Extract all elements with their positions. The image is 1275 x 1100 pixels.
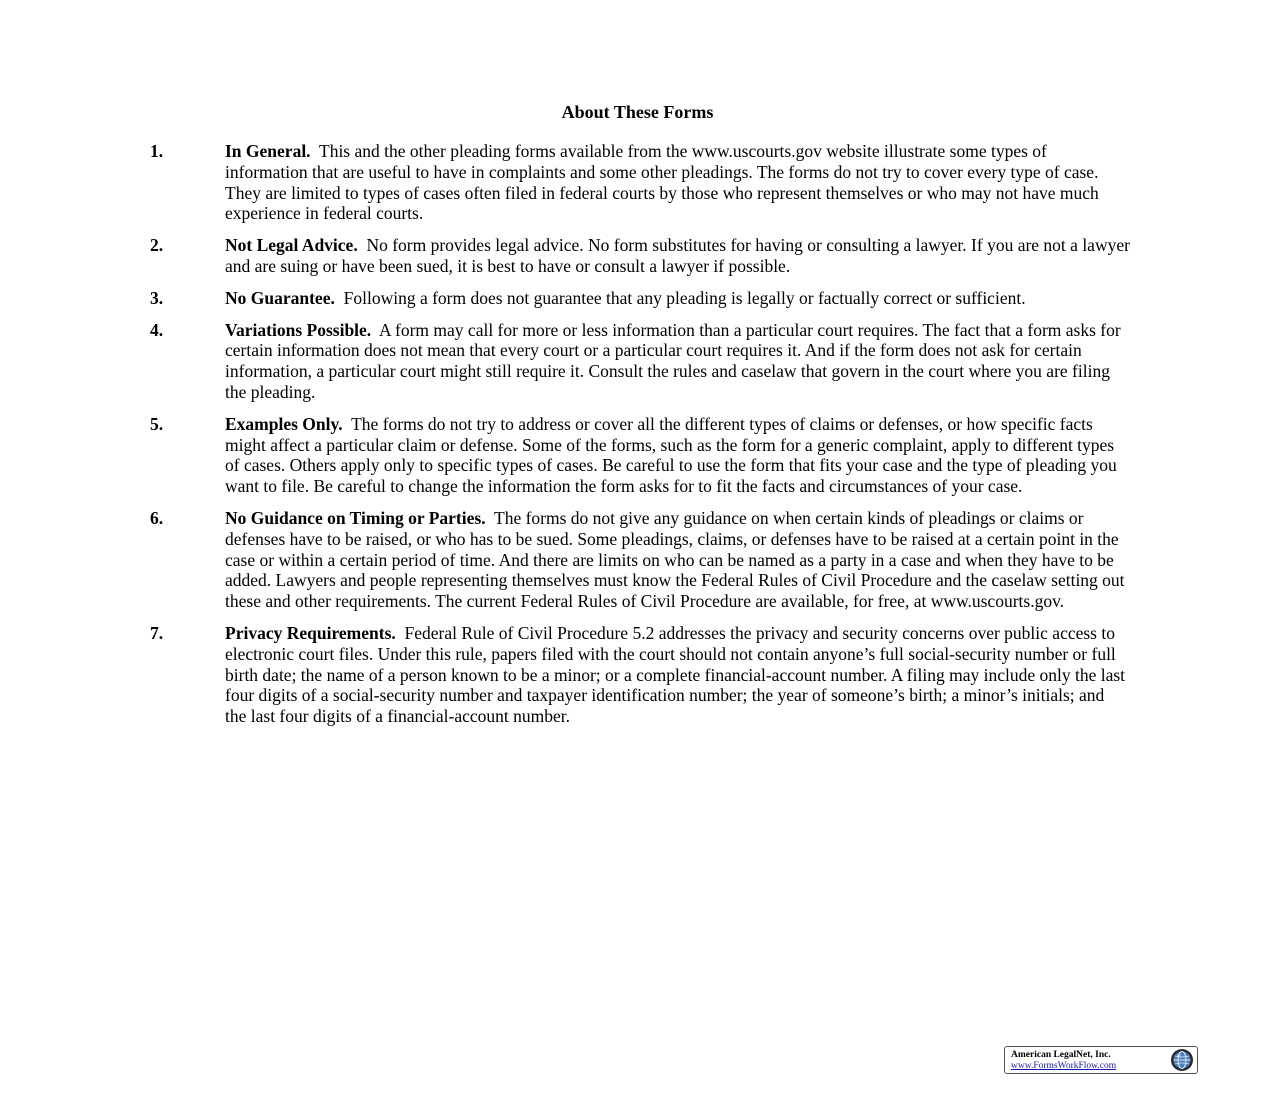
logo-company-name: American LegalNet, Inc. xyxy=(1011,1050,1111,1060)
item-text: The forms do not try to address or cover all the different types of claims or defenses, or how specific facts might affect a particular claim or defense. Some of the forms, such as the form for a generic complaint, apply to different types of cases. Others apply only to specific types of cases. Be careful to use the form that fits your case and the type of pleading you want to file. Be careful to change the information the form asks for to fit the facts and circumstances of your case. xyxy=(225,413,1117,497)
item-number: 3. xyxy=(150,287,164,308)
list-item xyxy=(150,414,1130,497)
globe-icon xyxy=(1170,1048,1194,1072)
item-text: No form provides legal advice. No form substitutes for having or consulting a lawyer. If you are not a lawyer and are suing or have been sued, it is best to have or consult a lawyer if possible. xyxy=(225,235,1130,276)
item-heading: No Guidance on Timing or Parties. xyxy=(225,507,486,528)
list-item xyxy=(150,288,1130,309)
list-item xyxy=(150,508,1130,612)
list-item xyxy=(150,320,1130,403)
item-heading: No Guarantee. xyxy=(225,287,335,308)
item-heading: Not Legal Advice. xyxy=(225,235,358,256)
item-text: The forms do not give any guidance on when certain kinds of pleadings or claims or defenses have to be raised, or who has to be sued. Some pleadings, claims, or defenses have to be raised at a certain point in the case or within a certain period of time. And there are limits on who can be named as a party in a case and when they have to be added. Lawyers and people representing themselves must know the Federal Rules of Civil Procedure and the caselaw setting out these and other requirements. The current Federal Rules of Civil Procedure are available, for free, at www.uscourts.gov. xyxy=(225,507,1125,612)
item-heading: Privacy Requirements. xyxy=(225,622,396,643)
item-number: 5. xyxy=(150,413,164,434)
footer-logo[interactable] xyxy=(1004,1046,1198,1074)
item-text: A form may call for more or less information than a particular court requires. The fact that a form asks for certain information does not mean that every court or a particular court requires it. And if the form does not ask for certain information, a particular court might still require it. Consult the rules and caselaw that govern in the court where you are filing the pleading. xyxy=(225,319,1121,402)
item-text: This and the other pleading forms available from the www.uscourts.gov website illustrate some types of information that are useful to have in complaints and some other pleadings. The forms do not try to cover every type of case. They are limited to types of cases often filed in federal courts by those who represent themselves or who may not have much experience in federal courts. xyxy=(225,141,1099,224)
item-heading: Variations Possible. xyxy=(225,319,372,340)
item-number: 2. xyxy=(150,235,164,256)
item-text: Following a form does not guarantee that any pleading is legally or factually correct or sufficient. xyxy=(343,287,1026,308)
item-number: 7. xyxy=(150,622,164,643)
item-heading: Examples Only. xyxy=(225,413,343,434)
item-number: 4. xyxy=(150,319,164,340)
logo-url-link[interactable]: www.FormsWorkFlow.com xyxy=(1011,1061,1117,1071)
list-item xyxy=(150,623,1130,727)
item-number: 1. xyxy=(150,141,164,161)
item-text: Federal Rule of Civil Procedure 5.2 addresses the privacy and security concerns over public access to electronic court files. Under this rule, papers filed with the court should not contain anyone’s full social-security number or full birth date; the name of a person known to be a minor; or a complete financial-account number. A filing may include only the last four digits of a social-security number and taxpayer identification number; the year of someone’s birth; a minor’s initials; and the last four digits of a financial-account number. xyxy=(225,622,1126,727)
list-item xyxy=(150,235,1130,277)
forms-info-list xyxy=(150,141,1130,738)
list-item xyxy=(150,141,1130,224)
item-number: 6. xyxy=(150,507,164,528)
item-heading: In General. xyxy=(225,141,311,161)
page-title: About These Forms xyxy=(561,102,714,122)
